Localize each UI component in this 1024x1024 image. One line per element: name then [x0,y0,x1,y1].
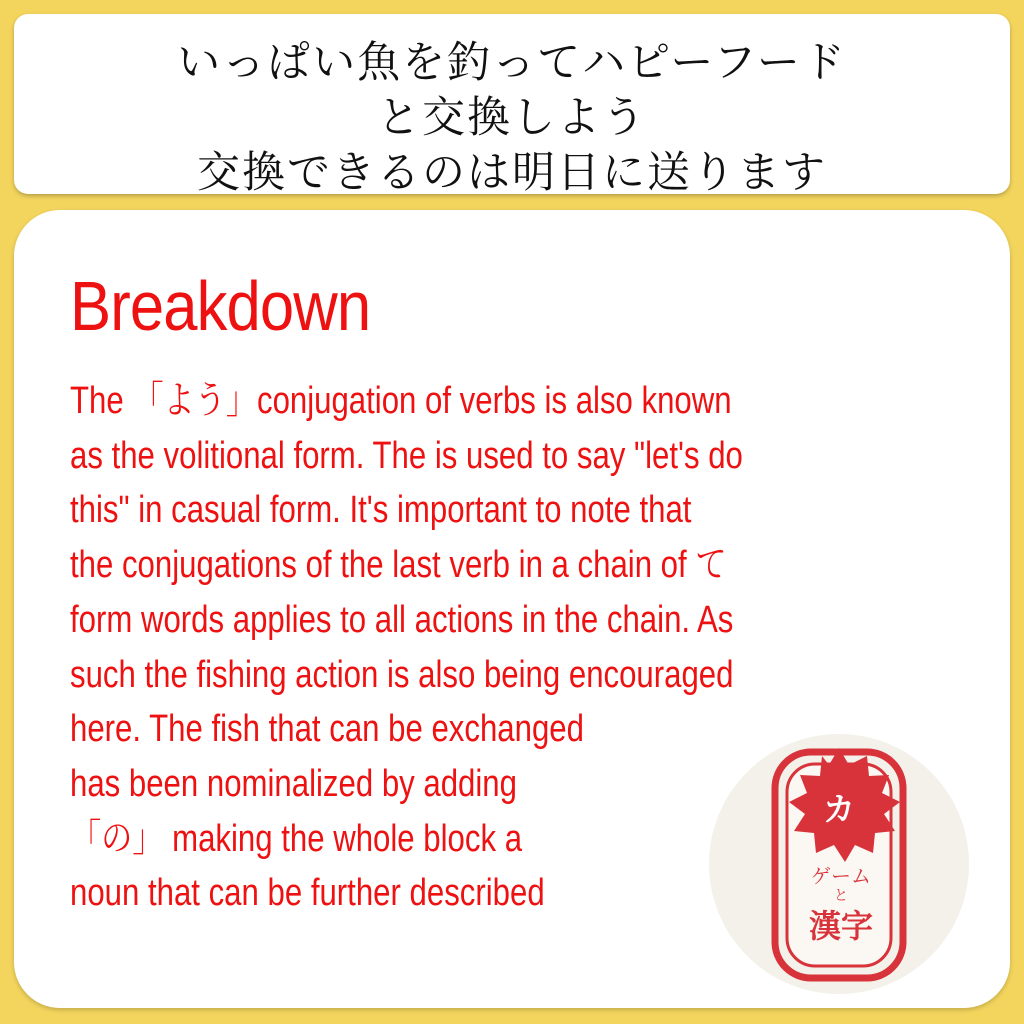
breakdown-line: as the volitional form. The is used to say "let's do [70,434,743,477]
top-banner [14,14,1010,198]
breakdown-line: noun that can be further described [70,872,545,915]
logo-text-to: と [834,888,848,904]
breakdown-line: such the fishing action is also being encouraged [70,653,734,696]
breakdown-line: has been nominalized by adding [70,762,517,805]
breakdown-line: here. The fish that can be exchanged [70,708,584,751]
banner-line-2: と交換しよう [377,93,647,143]
breakdown-line: form words applies to all actions in the chain. As [70,598,734,641]
breakdown-line: the conjugations of the last verb in a chain of て [70,544,727,587]
banner-line-3: 交換できるのは明日に送ります [197,148,827,198]
logo-text-game: ゲーム [811,864,871,888]
logo-text-kanji: 漢字 [808,907,874,945]
breakdown-heading: Breakdown [70,267,371,345]
logo-burst-char: カ [822,790,856,828]
breakdown-line: The 「よう」conjugation of verbs is also known [70,380,732,422]
banner-line-1: いっぱい魚を釣ってハピーフード [177,38,847,88]
breakdown-card [14,210,1010,1008]
breakdown-line: 「の」 making the whole block a [70,817,523,860]
breakdown-line: this" in casual form. It's important to note that [70,489,692,532]
game-kanji-logo [707,732,971,996]
